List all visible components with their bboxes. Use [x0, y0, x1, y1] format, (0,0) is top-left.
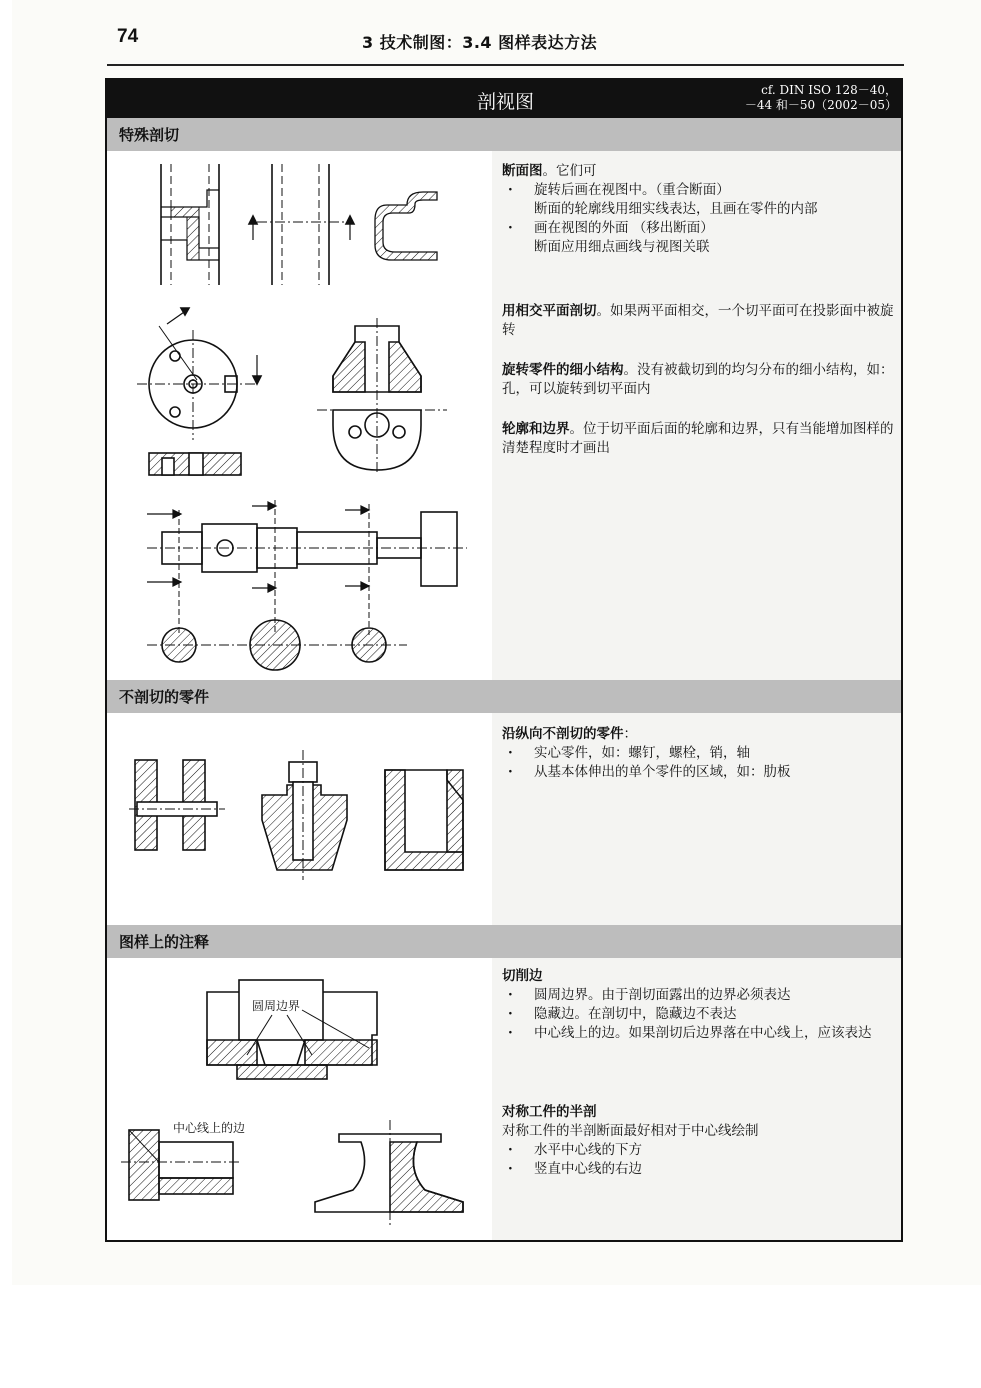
- text-block-unsectioned: 沿纵向不剖切的零件： · 实心零件，如：螺钉，螺栓，销，轴 · 从基本体伸出的单个零件的区域，如：肋板: [502, 725, 894, 782]
- list-item: · 中心线上的边。如果剖切后边界落在中心线上，应该表达: [502, 1024, 894, 1043]
- text-block-outlines: [502, 420, 894, 458]
- technical-drawings: [107, 80, 492, 1240]
- reference-line-1: cf. DIN ISO 128－40，: [761, 83, 897, 97]
- lead-term: 沿纵向不剖切的零件: [502, 726, 624, 742]
- list-item: · 隐藏边。在剖切中，隐藏边不表达: [502, 1005, 894, 1024]
- flanged-hub-drawing: [317, 318, 447, 475]
- circular-part-drawing: [137, 308, 261, 475]
- paragraph-text: 对称工件的半剖断面最好相对于中心线绘制: [502, 1123, 759, 1139]
- text-block-intersecting: [502, 302, 894, 340]
- note-text: 断面的轮廓线用细实线表达，且画在零件的内部: [534, 201, 818, 217]
- list-item: · 从基本体伸出的单个零件的区域，如：肋板: [502, 763, 894, 782]
- running-head: 3 技术制图：3.4 图样表达方法: [362, 33, 598, 52]
- page-title: 剖视图: [477, 91, 535, 113]
- bullet-list: [502, 986, 894, 1043]
- standard-reference: [697, 83, 897, 113]
- label-edge-on-centerline: 中心线上的边: [173, 1121, 246, 1135]
- section-heading: 图样上的注释: [119, 933, 210, 951]
- cut-edges-drawing: [207, 980, 377, 1079]
- lead-term: 切削边: [502, 968, 543, 984]
- shaft-drawing: [147, 500, 467, 670]
- list-item: · 旋转后画在视图中。（重合断面） 断面的轮廓线用细实线表达，且画在零件的内部: [502, 181, 894, 219]
- section-heading: 特殊剖切: [119, 126, 180, 144]
- text-block-sections: [502, 162, 894, 257]
- paragraph-text: 。如果两平面相交，一个切平面可在投影面中被旋转: [502, 303, 894, 338]
- removed-section-drawing: [249, 164, 437, 285]
- list-item: · 水平中心线的下方: [502, 1141, 894, 1160]
- header-rule: [107, 64, 904, 66]
- lead-term: 旋转零件的细小结构: [502, 362, 624, 378]
- list-item: · 实心零件，如：螺钉，螺栓，销，轴: [502, 744, 894, 763]
- bullet-list: [502, 1141, 894, 1179]
- section-heading: 不剖切的零件: [119, 688, 210, 706]
- lead-term: 用相交平面剖切: [502, 303, 597, 319]
- paragraph-text: 。位于切平面后面的轮廓和边界，只有当能增加图样的清楚程度时才画出: [502, 421, 894, 456]
- text-block-cut-edges: [502, 967, 894, 1043]
- content-frame: [105, 78, 903, 1242]
- rivet-joint-drawing: [129, 760, 225, 850]
- half-section-drawing: [315, 1120, 463, 1225]
- bullet-list: [502, 181, 894, 257]
- ribbed-bracket-drawing: [385, 770, 463, 870]
- list-item: · 竖直中心线的右边: [502, 1160, 894, 1179]
- list-item: · 画在视图的外面 （移出断面） 断面应用细点画线与视图关联: [502, 219, 894, 257]
- text-block-small-features: [502, 361, 894, 399]
- reference-line-2: －44 和－50（2002－05）: [744, 98, 897, 112]
- revolved-section-drawing: [161, 164, 219, 285]
- bullet-list: [502, 744, 894, 782]
- note-text: 断面应用细点画线与视图关联: [534, 239, 710, 255]
- lead-term: 对称工件的半剖: [502, 1104, 597, 1120]
- edge-on-centerline-drawing: [121, 1130, 242, 1200]
- bolt-joint-drawing: [262, 750, 347, 880]
- lead-text: 。它们可: [542, 163, 597, 179]
- lead-term: 轮廓和边界: [502, 421, 570, 437]
- list-item: · 圆周边界。由于剖切面露出的边界必须表达: [502, 986, 894, 1005]
- paragraph-text: 。没有被截切到的均匀分布的细小结构，如：孔，可以旋转到切平面内: [502, 362, 894, 397]
- page-number: 74: [117, 26, 139, 47]
- label-circumferential-edge: 圆周边界: [252, 999, 301, 1013]
- text-block-half-section: [502, 1103, 894, 1179]
- lead-term: 断面图: [502, 163, 543, 179]
